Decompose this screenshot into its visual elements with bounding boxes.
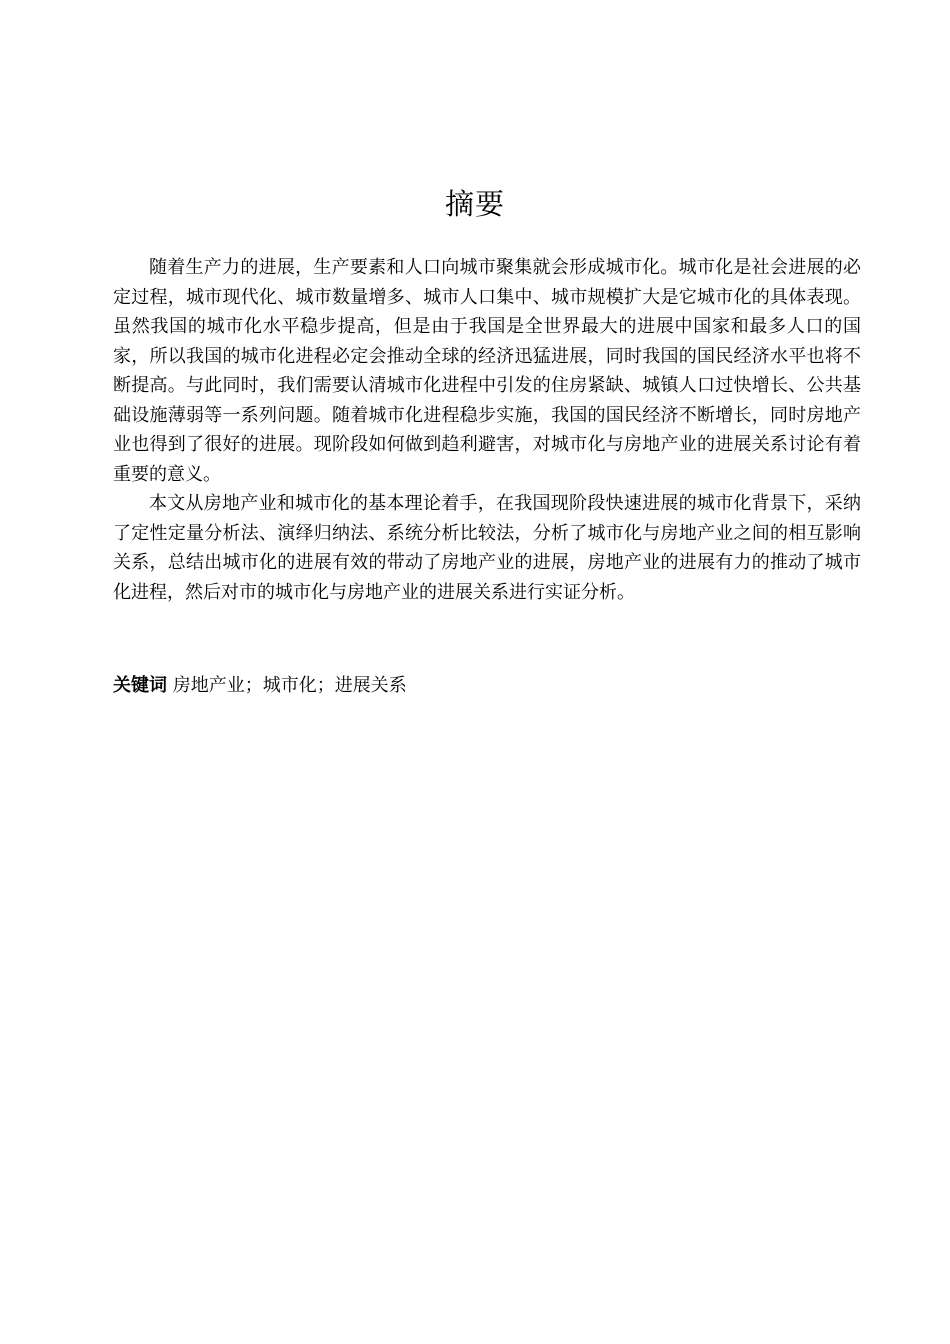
abstract-paragraph-2: 本文从房地产业和城市化的基本理论着手，在我国现阶段快速进展的城市化背景下，采纳了定性定量分析法、演绎归纳法、系统分析比较法，分析了城市化与房地产业之间的相互影响关系，总结出城市化的进展有效的带动了房地产业的进展，房地产业的进展有力的推动了城市化进程，然后对市的城市化与房地产业的进展关系进行实证分析。: [113, 493, 861, 603]
abstract-paragraph-1: 随着生产力的进展，生产要素和人口向城市聚集就会形成城市化。城市化是社会进展的必定过程，城市现代化、城市数量增多、城市人口集中、城市规模扩大是它城市化的具体表现。虽然我国的城市化水平稳步提高，但是由于我国是全世界最大的进展中国家和最多人口的国家，所以我国的城市化进程必定会推动全球的经济迅猛进展，同时我国的国民经济水平也将不断提高。与此同时，我们需要认清城市化进程中引发的住房紧缺、城镇人口过快增长、公共基础设施薄弱等一系列问题。随着城市化进程稳步实施，我国的国民经济不断增长，同时房地产业也得到了很好的进展。现阶段如何做到趋利避害，对城市化与房地产业的进展关系讨论有着重要的意义。: [113, 257, 861, 485]
keywords-text: 房地产业；城市化；进展关系: [172, 675, 407, 696]
abstract-title: 摘要: [444, 187, 505, 221]
keywords-line: [113, 672, 861, 700]
keywords-label: 关键词: [113, 675, 167, 696]
abstract-body: [113, 253, 861, 607]
